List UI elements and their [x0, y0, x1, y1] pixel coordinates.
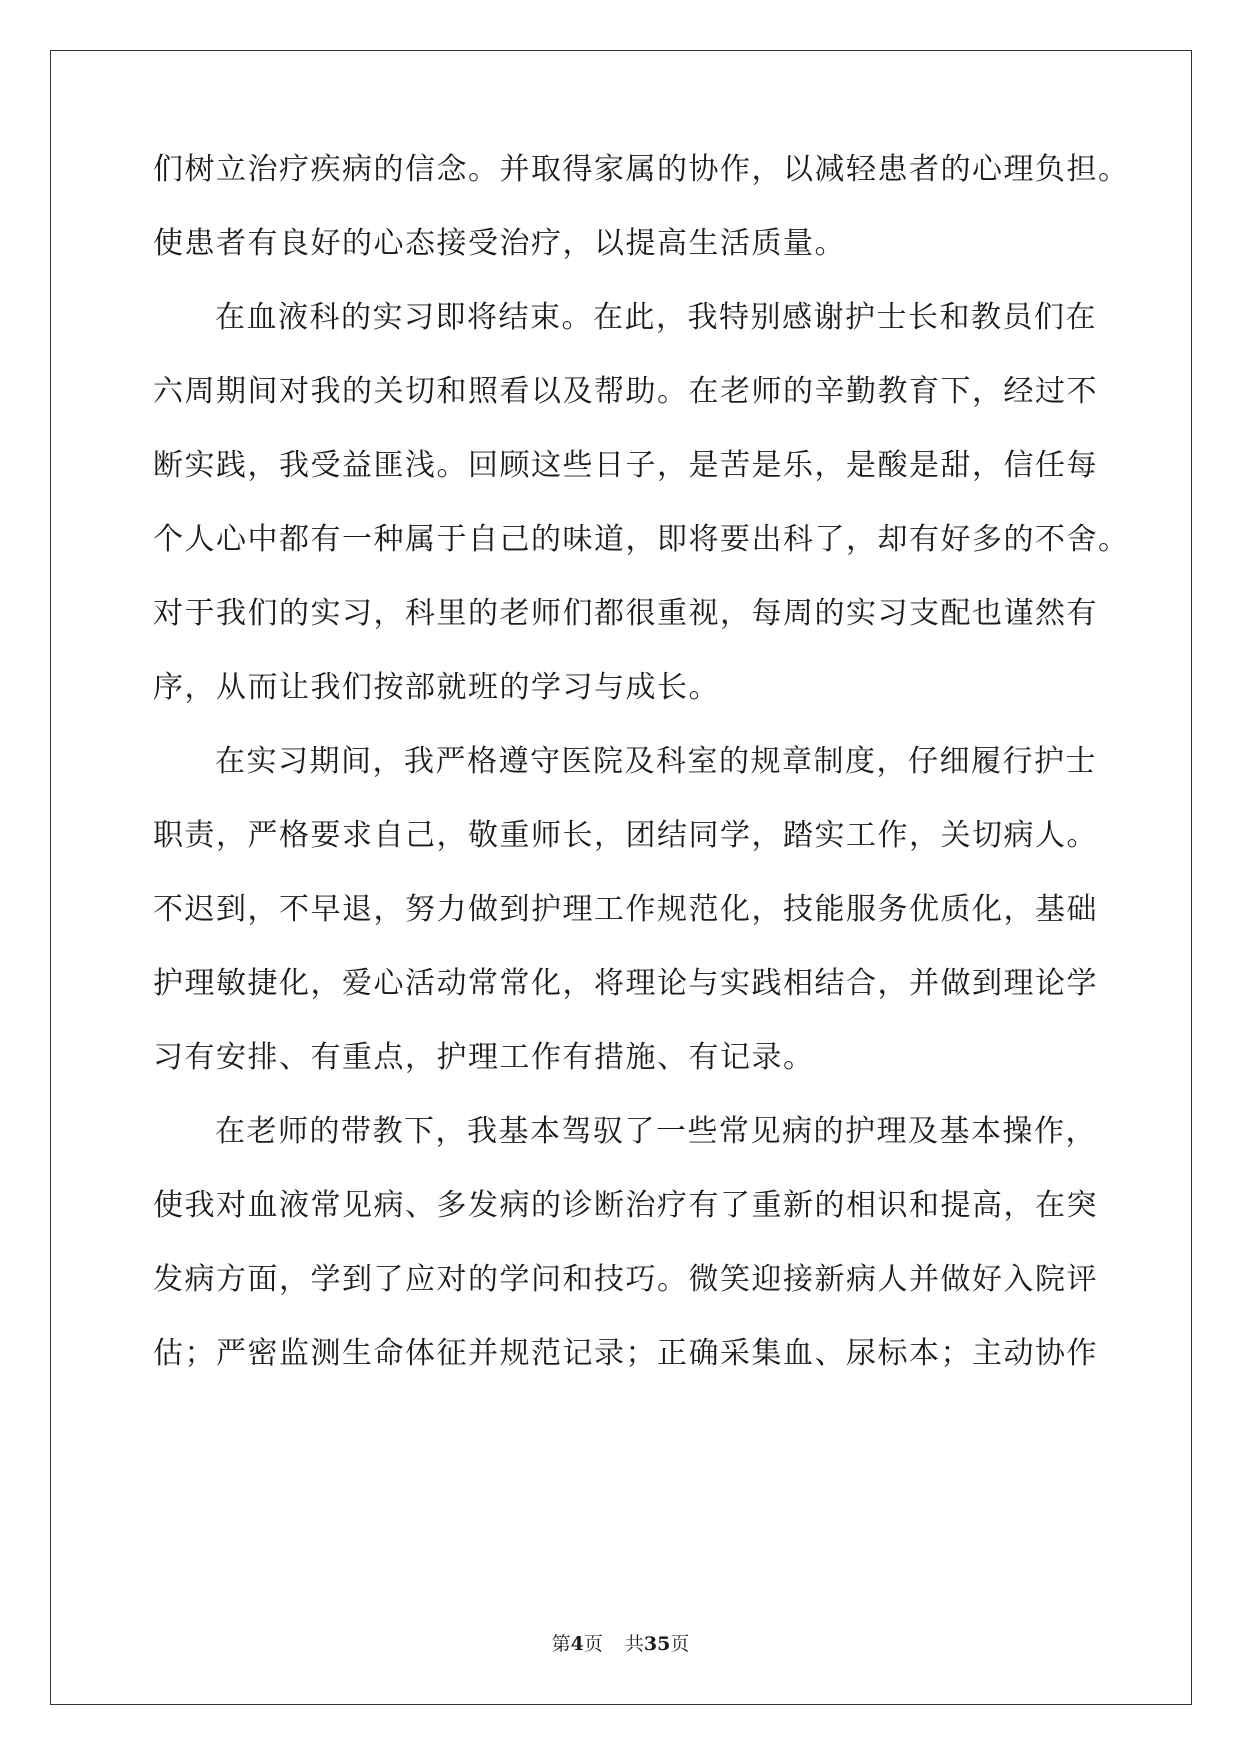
text-line: 序，从而让我们按部就班的学习与成长。 — [153, 670, 720, 705]
text-line: 个人心中都有一种属于自己的味道，即将要出科了，却有好多的不舍。 — [153, 522, 1130, 557]
text-line: 使我对血液常见病、多发病的诊断治疗有了重新的相识和提高，在突 — [153, 1188, 1098, 1223]
text-line: 们树立治疗疾病的信念。并取得家属的协作，以减轻患者的心理负担。 — [153, 152, 1130, 187]
paragraph-first-line: 在血液科的实习即将结束。在此，我特别感谢护士长和教员们在 — [215, 300, 1097, 335]
text-line: 护理敏捷化，爱心活动常常化，将理论与实践相结合，并做到理论学 — [153, 966, 1098, 1001]
paragraph-first-line: 在实习期间，我严格遵守医院及科室的规章制度，仔细履行护士 — [215, 744, 1097, 779]
text-line: 断实践，我受益匪浅。回顾这些日子，是苦是乐，是酸是甜，信任每 — [153, 448, 1098, 483]
text-line: 发病方面，学到了应对的学问和技巧。微笑迎接新病人并做好入院评 — [153, 1262, 1098, 1297]
page-number: 4 — [570, 1633, 584, 1655]
total-pages: 35 — [643, 1633, 671, 1655]
page-prefix: 第 — [551, 1633, 571, 1655]
text-line: 使患者有良好的心态接受治疗，以提高生活质量。 — [153, 226, 846, 261]
text-line: 习有安排、有重点，护理工作有措施、有记录。 — [153, 1040, 815, 1075]
page-suffix: 页 — [583, 1633, 603, 1655]
text-line: 估；严密监测生命体征并规范记录；正确采集血、尿标本；主动协作 — [153, 1336, 1098, 1371]
page-footer — [0, 1632, 1241, 1656]
total-suffix: 页 — [670, 1633, 690, 1655]
paragraph-first-line: 在老师的带教下，我基本驾驭了一些常见病的护理及基本操作， — [215, 1114, 1097, 1149]
text-line: 不迟到，不早退，努力做到护理工作规范化，技能服务优质化，基础 — [153, 892, 1098, 927]
text-line: 六周期间对我的关切和照看以及帮助。在老师的辛勤教育下，经过不 — [153, 374, 1098, 409]
text-line: 职责，严格要求自己，敬重师长，团结同学，踏实工作，关切病人。 — [153, 818, 1098, 853]
text-line: 对于我们的实习，科里的老师们都很重视，每周的实习支配也谨然有 — [153, 596, 1098, 631]
total-prefix: 共 — [624, 1633, 644, 1655]
